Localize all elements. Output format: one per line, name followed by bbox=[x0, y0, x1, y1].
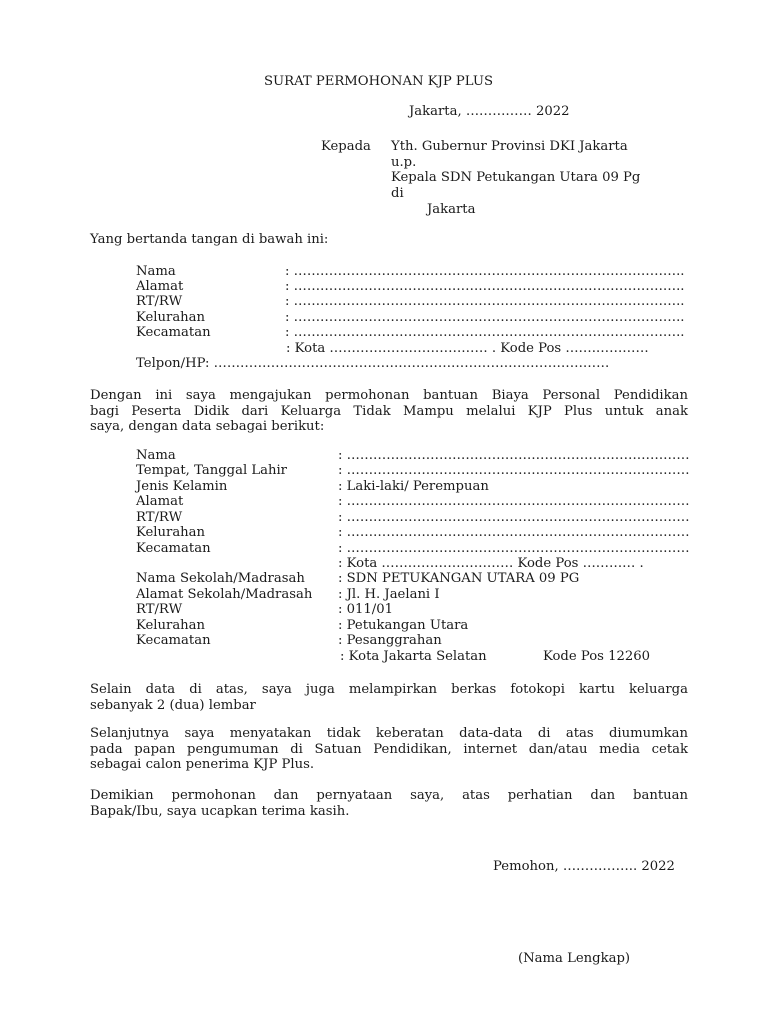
kepada-label: Kepada bbox=[321, 139, 371, 154]
paragraph-line: sebanyak 2 (dua) lembar bbox=[90, 697, 256, 713]
field-value: : …………………………………………………………………… bbox=[338, 448, 690, 463]
school-kota: : Kota Jakarta Selatan bbox=[340, 649, 487, 664]
field-value: : …………………………………………………………………… bbox=[338, 510, 690, 525]
recipient-line: Kepala SDN Petukangan Utara 09 Pg bbox=[391, 170, 641, 185]
parent-kota-line: : Kota ……………………………… . Kode Pos …….………… bbox=[286, 341, 649, 356]
field-value: : Laki-laki/ Perempuan bbox=[338, 479, 489, 494]
letter-title: SURAT PERMOHONAN KJP PLUS bbox=[264, 74, 493, 89]
intro-text: Yang bertanda tangan di bawah ini: bbox=[90, 232, 329, 247]
field-label: Jenis Kelamin bbox=[136, 479, 228, 494]
field-label: Kecamatan bbox=[136, 325, 211, 340]
field-value: : …………………………………………………………………… bbox=[338, 463, 690, 478]
field-value: : …………………………………………………………………………….. bbox=[285, 279, 685, 294]
paragraph-line: sebagai calon penerima KJP Plus. bbox=[90, 757, 315, 772]
field-value: : Jl. H. Jaelani I bbox=[338, 587, 440, 602]
school-kodepos: Kode Pos 12260 bbox=[543, 649, 651, 664]
field-label: Kecamatan bbox=[136, 541, 211, 556]
field-label: Nama bbox=[136, 448, 176, 463]
statement-paragraph bbox=[90, 726, 688, 773]
field-label: Tempat, Tanggal Lahir bbox=[136, 463, 287, 478]
place-date: Jakarta, …………… 2022 bbox=[409, 104, 570, 119]
field-value: : …………………………………………………………………… bbox=[338, 494, 690, 509]
field-label: RT/RW bbox=[136, 510, 183, 525]
field-value: : Pesanggrahan bbox=[338, 633, 442, 648]
recipient-line: Jakarta bbox=[427, 202, 476, 217]
field-label: Alamat Sekolah/Madrasah bbox=[136, 587, 313, 602]
field-label: Kelurahan bbox=[136, 310, 206, 325]
field-value: : …………………………………………………………………………….. bbox=[285, 264, 685, 279]
recipient-line: u.p. bbox=[391, 155, 417, 170]
field-label: Alamat bbox=[136, 494, 184, 509]
field-value: : …………………………………………………………………………….. bbox=[285, 294, 685, 309]
paragraph-line: Selanjutnya saya menyatakan tidak keberatan data-data di atas diumumkan bbox=[90, 726, 688, 741]
paragraph-line: pada papan pengumuman di Satuan Pendidikan, internet dan/atau media cetak bbox=[90, 741, 688, 757]
field-value: : …………………………………………………………………………….. bbox=[285, 310, 685, 325]
field-label: Kelurahan bbox=[136, 525, 206, 540]
signature-date: Pemohon, …………….. 2022 bbox=[493, 859, 675, 874]
field-label: RT/RW bbox=[136, 294, 183, 309]
field-label: Kelurahan bbox=[136, 618, 206, 633]
field-label: Kecamatan bbox=[136, 633, 211, 648]
request-paragraph bbox=[90, 388, 688, 435]
field-value: : 011/01 bbox=[338, 602, 394, 617]
field-label: RT/RW bbox=[136, 602, 183, 617]
field-label: Alamat bbox=[136, 279, 184, 294]
paragraph-line: Selain data di atas, saya juga melampirkan berkas fotokopi kartu keluarga bbox=[90, 682, 688, 697]
field-label: Nama Sekolah/Madrasah bbox=[136, 571, 305, 586]
closing-paragraph bbox=[90, 788, 688, 819]
paragraph-line: Demikian permohonan dan pernyataan saya, atas perhatian dan bantuan bbox=[90, 788, 688, 803]
paragraph-line: saya, dengan data sebagai berikut: bbox=[90, 419, 325, 434]
parent-telpon: Telpon/HP: ……………………………………………………………………………… bbox=[136, 356, 610, 371]
paragraph-line: Dengan ini saya mengajukan permohonan bantuan Biaya Personal Pendidikan bbox=[90, 388, 688, 403]
recipient-line: di bbox=[391, 186, 404, 201]
paragraph-line: Bapak/Ibu, saya ucapkan terima kasih. bbox=[90, 803, 350, 819]
paragraph-line: bagi Peserta Didik dari Keluarga Tidak Mampu melalui KJP Plus untuk anak bbox=[90, 403, 688, 419]
attachment-paragraph bbox=[90, 682, 688, 713]
field-value: : Petukangan Utara bbox=[338, 618, 469, 633]
field-value: : SDN PETUKANGAN UTARA 09 PG bbox=[338, 571, 580, 586]
field-label: Nama bbox=[136, 264, 176, 279]
field-value: : …………………………………………………………………………….. bbox=[285, 325, 685, 340]
signature-name: (Nama Lengkap) bbox=[518, 951, 631, 966]
recipient-line: Yth. Gubernur Provinsi DKI Jakarta bbox=[391, 139, 628, 154]
field-value: : …………………………………………………………………… bbox=[338, 541, 690, 556]
field-value: : …………………………………………………………………… bbox=[338, 525, 690, 540]
student-kota-line: : Kota ………………………… Kode Pos ………… . bbox=[338, 556, 644, 571]
